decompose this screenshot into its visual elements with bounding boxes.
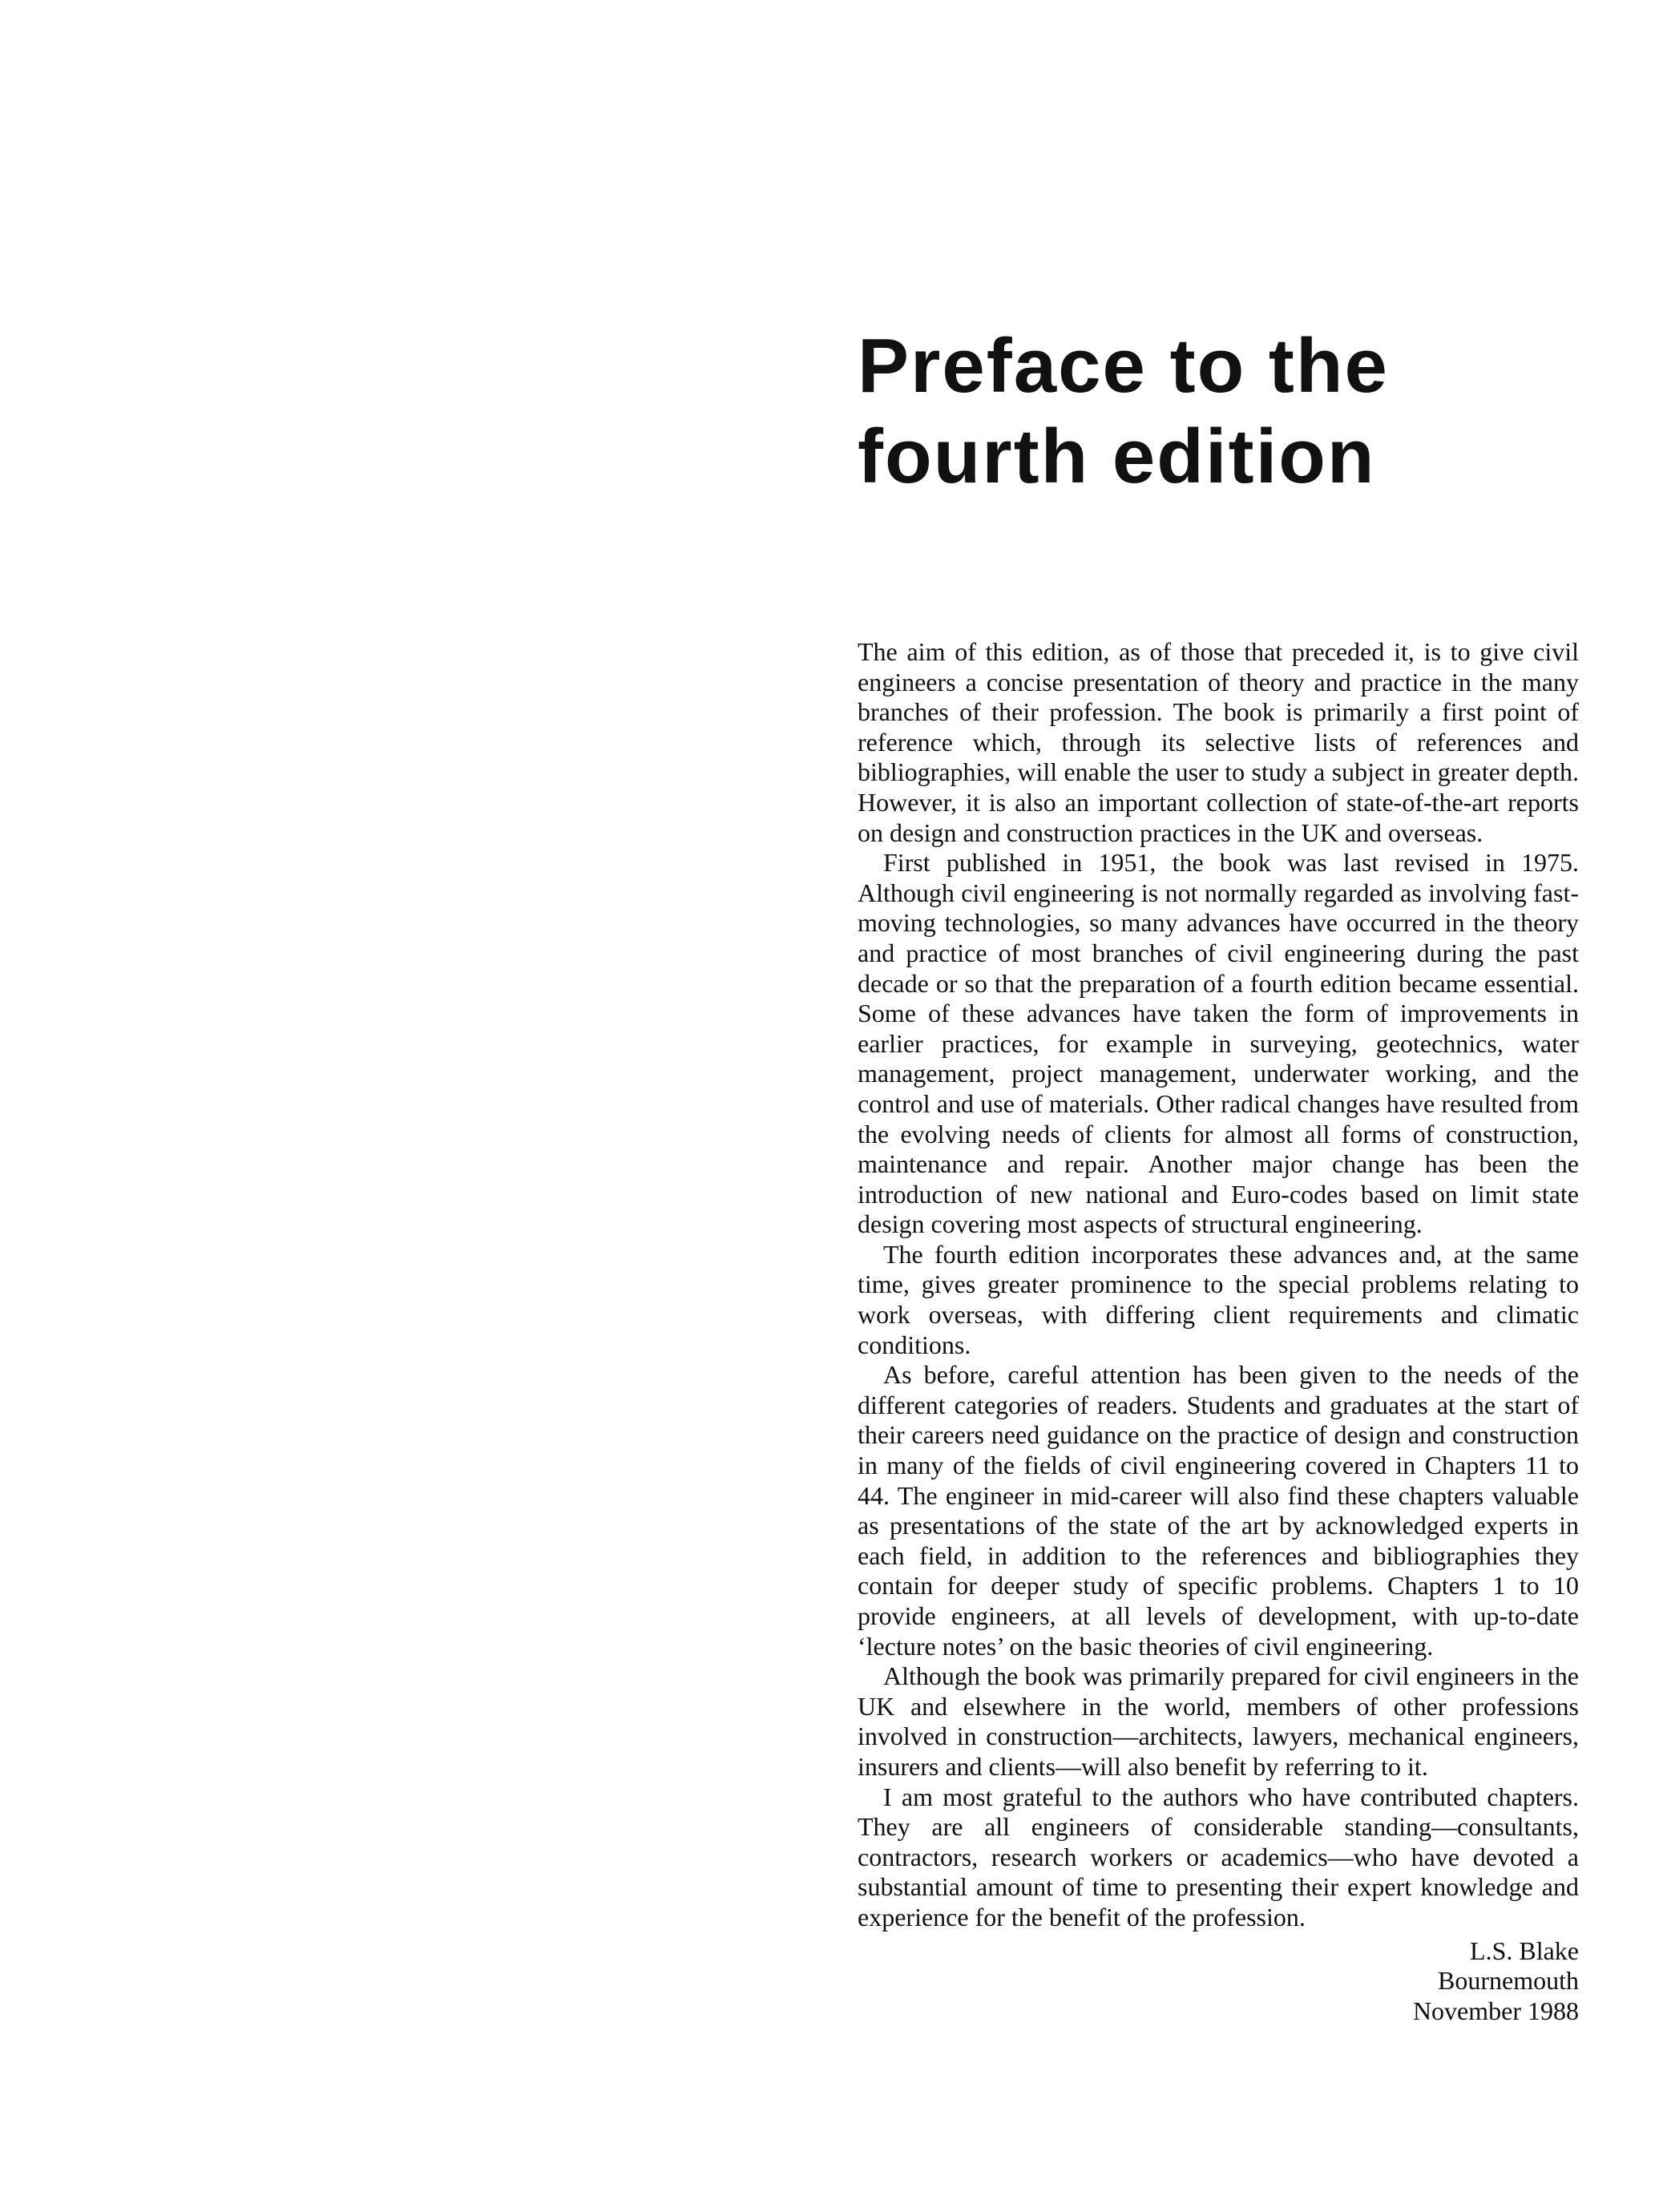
signature-block bbox=[858, 1936, 1579, 2027]
title-line-2: fourth edition bbox=[858, 414, 1376, 499]
signature-date: November 1988 bbox=[1412, 1996, 1579, 2025]
author-place: Bournemouth bbox=[1438, 1966, 1579, 1996]
paragraph: The aim of this edition, as of those that preceded it, is to give civil engineers a concise presentation of theory and practice in the many branches of their profession. The book is primarily a first point of reference which, through its selective lists of references and bibliographies, will enable the user to study a subject in greater depth. However, it is also an important collection of state-of-the-art reports on design and construction practices in the UK and overseas. bbox=[858, 637, 1579, 847]
paragraph: The fourth edition incorporates these advances and, at the same time, gives greater prominence to the special problems relating to work overseas, with differing client requirements and climatic conditions. bbox=[858, 1239, 1579, 1359]
paragraph: First published in 1951, the book was last revised in 1975. Although civil engineering is not normally regarded as involving fast-moving technologies, so many advances have occurred in the theory and practice of most branches of civil engineering during the past decade or so that the preparation of a fourth edition became essential. Some of these advances have taken the form of improvements in earlier practices, for example in surveying, geotechnics, water management, project management, underwater working, and the control and use of materials. Other radical changes have resulted from the evolving needs of clients for almost all forms of construction, maintenance and repair. Another major change has been the introduction of new national and Euro-codes based on limit state design covering most aspects of structural engineering. bbox=[858, 848, 1579, 1239]
paragraph: Although the book was primarily prepared for civil engineers in the UK and elsewhere in the world, members of other professions involved in construction—architects, lawyers, mechanical engineers, insurers and clients—will also benefit by referring to it. bbox=[858, 1661, 1579, 1781]
title-line-1: Preface to the bbox=[858, 323, 1389, 409]
preface-body bbox=[858, 637, 1579, 2026]
page-title bbox=[858, 321, 1579, 502]
paragraph: As before, careful attention has been given to the needs of the different categories of readers. Students and graduates at the start of their careers need guidance on the practice of design and construction in many of the fields of civil engineering covered in Chapters 11 to 44. The engineer in mid-career will also find these chapters valuable as presentations of the state of the art by acknowledged experts in each field, in addition to the references and bibliographies they contain for deeper study of specific problems. Chapters 1 to 10 provide engineers, at all levels of development, with up-to-date ‘lecture notes’ on the basic theories of civil engineering. bbox=[858, 1360, 1579, 1661]
author-name: L.S. Blake bbox=[1470, 1936, 1579, 1965]
paragraph: I am most grateful to the authors who have contributed chapters. They are all engineers of considerable standing—consultants, contractors, research workers or academics—who have devoted a substantial amount of time to presenting their expert knowledge and experience for the benefit of the profession. bbox=[858, 1782, 1579, 1931]
